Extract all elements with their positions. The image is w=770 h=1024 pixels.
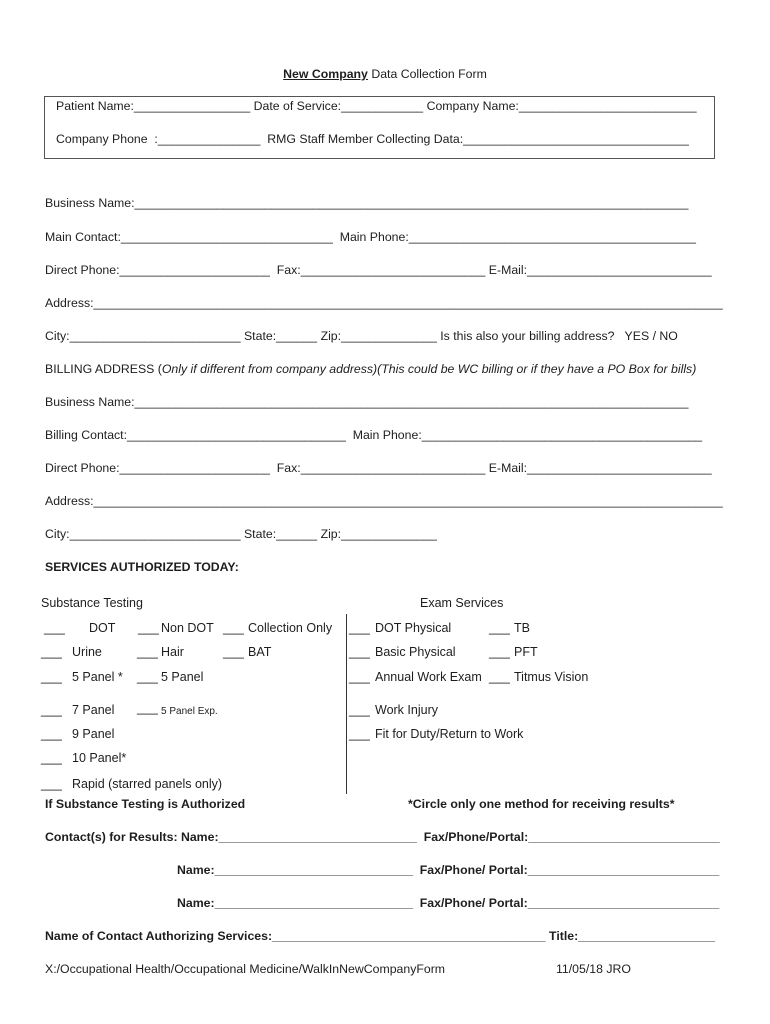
exam-services-heading: Exam Services: [420, 596, 504, 610]
dot-label: DOT: [89, 621, 116, 635]
annual-work-exam-label: Annual Work Exam: [375, 670, 482, 684]
if-substance-note: If Substance Testing is Authorized: [45, 797, 246, 811]
work-injury-checkbox[interactable]: ___: [349, 703, 370, 717]
non-dot-checkbox[interactable]: ___: [138, 621, 159, 635]
billing-direct-phone-field[interactable]: Direct Phone:______________________ Fax:___________________________ E-Mail:___________________________: [45, 461, 712, 475]
pft-checkbox[interactable]: ___: [489, 645, 510, 659]
bat-checkbox[interactable]: ___: [223, 645, 244, 659]
title-underlined: New Company: [283, 67, 368, 81]
seven-panel-checkbox[interactable]: ___: [41, 703, 62, 717]
billing-heading: [45, 362, 696, 376]
five-panel-exp-label: 5 Panel Exp.: [161, 706, 218, 717]
urine-label: Urine: [72, 645, 102, 659]
billing-address-field[interactable]: Address:____________________________________________________________________________________________: [45, 494, 723, 508]
five-panel-star-checkbox[interactable]: ___: [41, 670, 62, 684]
rapid-label: Rapid (starred panels only): [72, 777, 223, 791]
billing-contact-field[interactable]: Billing Contact:________________________________ Main Phone:_________________________________________: [45, 428, 703, 442]
city-state-zip-field[interactable]: City:_________________________ State:______ Zip:______________ Is this also your billing address? YES / NO: [45, 329, 678, 343]
collection-only-label: Collection Only: [248, 621, 333, 635]
hair-label: Hair: [161, 645, 184, 659]
tb-checkbox[interactable]: ___: [489, 621, 510, 635]
ten-panel-checkbox[interactable]: ___: [41, 751, 62, 765]
annual-work-exam-checkbox[interactable]: ___: [349, 670, 370, 684]
contact-name-field-2[interactable]: Name:_____________________________ Fax/Phone/ Portal:____________________________: [177, 863, 720, 877]
substance-testing-heading: Substance Testing: [41, 596, 143, 610]
nine-panel-checkbox[interactable]: ___: [41, 727, 62, 741]
dot-checkbox[interactable]: ___: [44, 621, 65, 635]
rapid-checkbox[interactable]: ___: [41, 777, 62, 791]
main-contact-field[interactable]: Main Contact:_______________________________ Main Phone:__________________________________________: [45, 230, 696, 244]
five-panel-exp-checkbox[interactable]: ___: [137, 701, 158, 715]
urine-checkbox[interactable]: ___: [41, 645, 62, 659]
services-heading: SERVICES AUTHORIZED TODAY:: [45, 560, 239, 574]
direct-phone-field[interactable]: Direct Phone:______________________ Fax:___________________________ E-Mail:___________________________: [45, 263, 712, 277]
address-field[interactable]: Address:____________________________________________________________________________________________: [45, 296, 723, 310]
nine-panel-label: 9 Panel: [72, 727, 115, 741]
bat-label: BAT: [248, 645, 272, 659]
titmus-vision-checkbox[interactable]: ___: [489, 670, 510, 684]
billing-heading-prefix: BILLING ADDRESS (: [45, 362, 162, 376]
seven-panel-label: 7 Panel: [72, 703, 115, 717]
form-title: [0, 67, 770, 81]
header-line-1[interactable]: Patient Name:_________________ Date of Service:____________ Company Name:__________________________: [56, 99, 697, 113]
billing-city-state-zip-field[interactable]: City:_________________________ State:______ Zip:______________: [45, 527, 437, 541]
dot-physical-checkbox[interactable]: ___: [349, 621, 370, 635]
ten-panel-label: 10 Panel*: [72, 751, 127, 765]
five-panel-checkbox[interactable]: ___: [137, 670, 158, 684]
billing-heading-note: Only if different from company address)(This could be WC billing or if they have a PO Box for bills): [161, 362, 697, 376]
five-panel-star-label: 5 Panel *: [72, 670, 123, 684]
collection-only-checkbox[interactable]: ___: [223, 621, 244, 635]
pft-label: PFT: [514, 645, 538, 659]
billing-business-name-field[interactable]: Business Name:_________________________________________________________________________________: [45, 395, 689, 409]
basic-physical-checkbox[interactable]: ___: [349, 645, 370, 659]
footer-date: 11/05/18 JRO: [556, 962, 631, 976]
footer-path: X:/Occupational Health/Occupational Medicine/WalkInNewCompanyForm: [45, 962, 446, 976]
titmus-vision-label: Titmus Vision: [514, 670, 589, 684]
circle-method-note: *Circle only one method for receiving results*: [408, 797, 675, 811]
fit-for-duty-label: Fit for Duty/Return to Work: [375, 727, 524, 741]
work-injury-label: Work Injury: [375, 703, 438, 717]
five-panel-label: 5 Panel: [161, 670, 204, 684]
title-rest: Data Collection Form: [367, 67, 487, 81]
dot-physical-label: DOT Physical: [375, 621, 452, 635]
fit-for-duty-checkbox[interactable]: ___: [349, 727, 370, 741]
contacts-for-results-field[interactable]: Contact(s) for Results: Name:_____________________________ Fax/Phone/Portal:____________________________: [45, 830, 720, 844]
non-dot-label: Non DOT: [161, 621, 214, 635]
business-name-field[interactable]: Business Name:_________________________________________________________________________________: [45, 196, 689, 210]
basic-physical-label: Basic Physical: [375, 645, 456, 659]
hair-checkbox[interactable]: ___: [137, 645, 158, 659]
authorizing-contact-field[interactable]: Name of Contact Authorizing Services:________________________________________ Title:____________________: [45, 929, 715, 943]
column-divider: [346, 614, 347, 794]
contact-name-field-3[interactable]: Name:_____________________________ Fax/Phone/ Portal:____________________________: [177, 896, 720, 910]
header-line-2[interactable]: Company Phone :_______________ RMG Staff Member Collecting Data:_________________________________: [56, 132, 689, 146]
tb-label: TB: [514, 621, 530, 635]
